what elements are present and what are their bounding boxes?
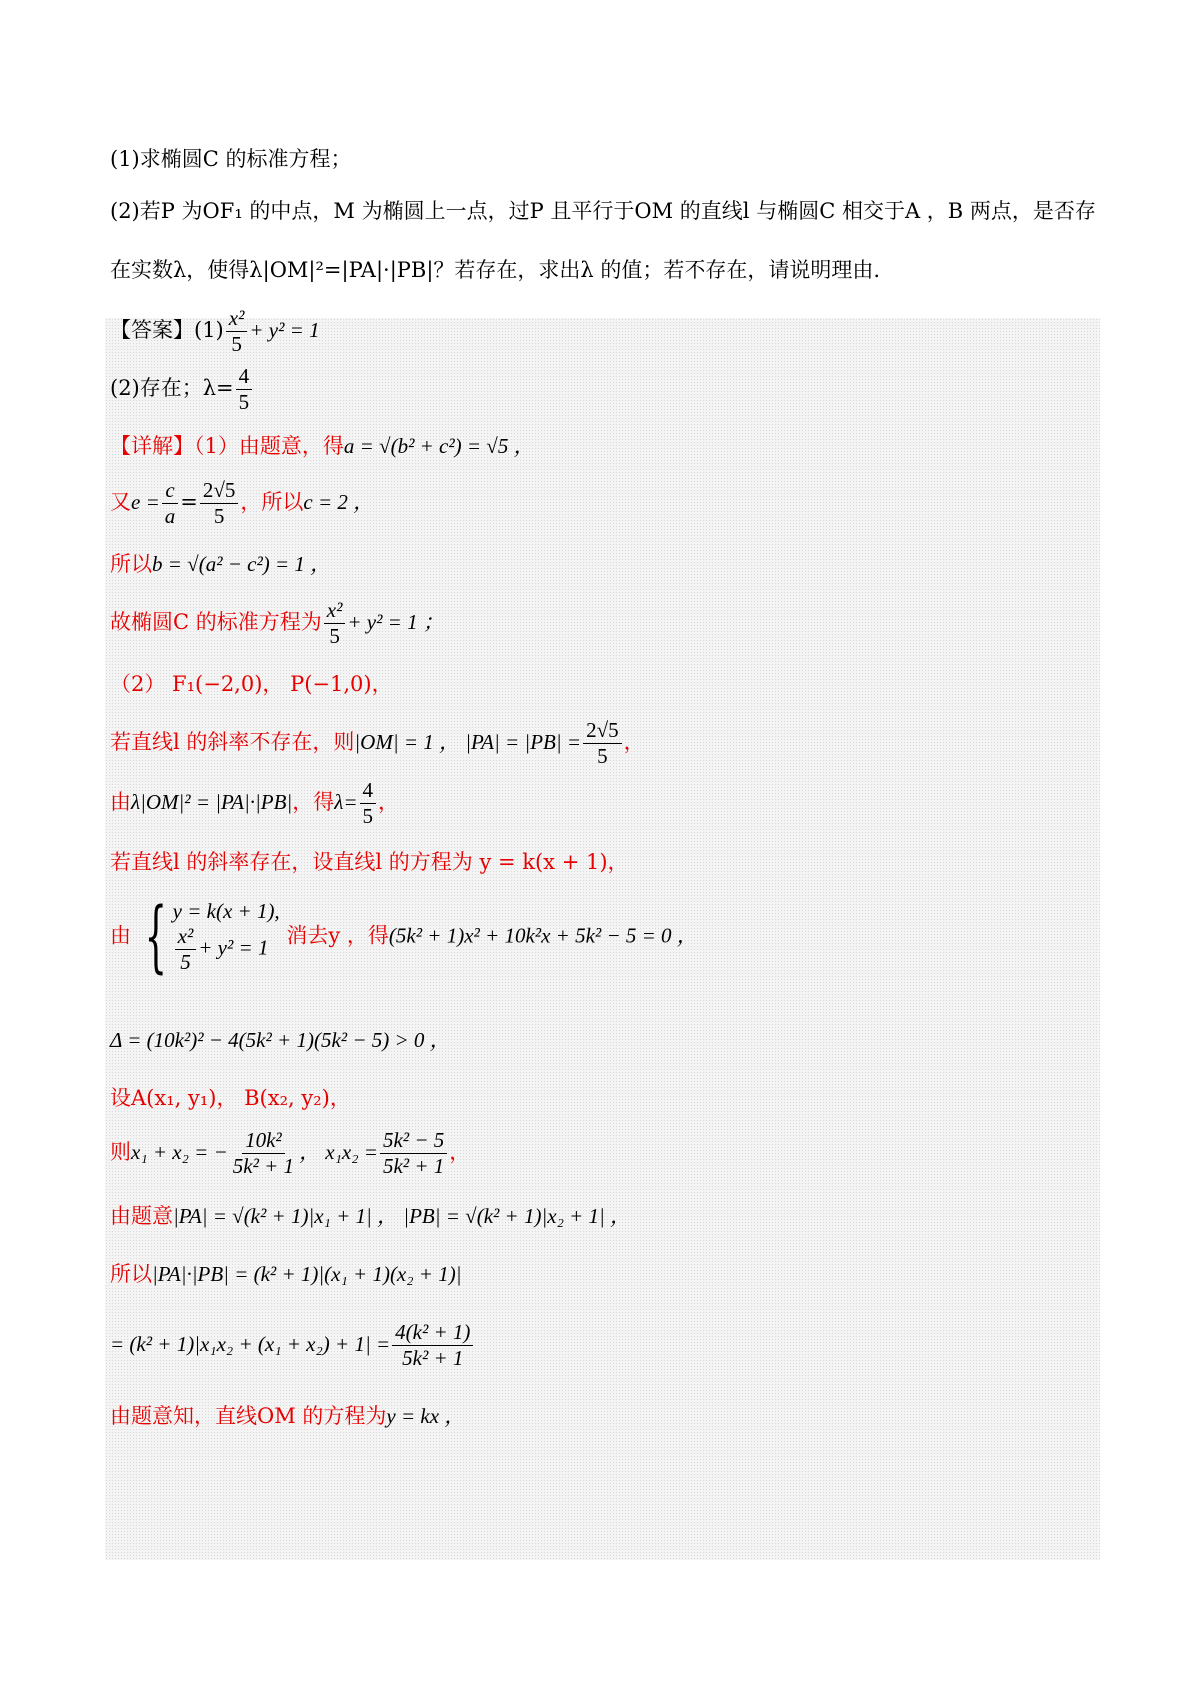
sol-l7-frac [360,778,377,829]
sol-l12-d2: 5k² + 1 [382,1154,445,1179]
sol-l14-a: 所以 [110,1262,152,1286]
solution-line5: （2） F₁(−2,0)， P(−1,0)， [110,672,393,696]
system-lines [173,899,280,975]
solution-line6 [110,718,645,769]
sol-l7-eq: λ|OM|² = |PA|·|PB| [131,790,293,815]
sol-l15-num: 4(k² + 1) [392,1320,473,1346]
sol-l7-den: 5 [362,804,373,829]
answer2-prefix: (2)存在；λ= [110,376,234,401]
answer2-fraction [236,364,253,415]
sol-l7-b: ，得 [292,790,335,815]
answer-label: 【答案】 [110,318,194,343]
sol-l4-num: x² [324,598,346,624]
sol-l12-eq2: ， x₁x₂ = [299,1140,378,1165]
solution-line3 [110,548,331,578]
solution-line7 [110,778,399,829]
solution-line10: Δ = (10k²)² − 4(5k² + 1)(5k² − 5) > 0 ， [110,1028,451,1052]
answer2-num: 4 [236,364,253,390]
sol-l2-f2-num: 2√5 [200,478,239,504]
sol-l14-eq: |PA|·|PB| = (k² + 1)|(x₁ + 1)(x₂ + 1)| [152,1262,462,1286]
sol-l2-f1-den: a [164,504,176,529]
sol-l12-d1: 5k² + 1 [232,1154,295,1179]
answer2-den: 5 [238,390,250,415]
sol-l2-frac1 [162,478,179,529]
question-part2-line1: (2)若P 为OF₁ 的中点，M 为椭圆上一点，过P 且平行于OM 的直线l 与椭圆C 相交于A ，B 两点，是否存 [110,199,1096,223]
answer-line1 [110,306,320,357]
solution-line9 [110,892,698,982]
sol-l9-a: 由 [110,923,131,948]
equation-system [131,892,280,982]
sol-l7-num: 4 [360,778,377,804]
sol-l9-eq: (5k² + 1)x² + 10k²x + 5k² − 5 = 0 ， [388,923,698,948]
sol-l2-eq2: c = 2 ， [303,490,375,515]
sol-l12-n1: 10k² [242,1128,285,1154]
solution-l1-eq: a = √(b² + c²) = √5 ， [343,434,535,458]
sol-l15-den: 5k² + 1 [402,1346,464,1371]
answer1-num: x² [226,306,248,332]
sol-l2-b: ，所以 [240,490,304,515]
question-part1: (1)求椭圆C 的标准方程； [110,147,352,171]
answer1-rest: + y² = 1 [249,318,320,343]
answer-line2 [110,364,254,415]
sol-l12-frac2 [380,1128,447,1179]
sol-l7-eq2: λ= [334,790,358,815]
solution-line12 [110,1128,470,1179]
solution-line13 [110,1200,631,1230]
sol-l7-a: 由 [110,790,131,815]
solution-line16 [110,1400,465,1430]
sol-l13-eq: |PA| = √(k² + 1)|x₁ + 1| ， |PB| = √(k² + 1)|x₂ + 1| ， [173,1204,632,1228]
sol-l7-end: ， [378,790,399,815]
solution-line2: 又e = $\frac{c}{a}$ = $\frac{2√5}{5}$ ，所以c = 2 ， [110,478,375,529]
question-part2-line2: 在实数λ，使得λ|OM|²=|PA|·|PB|？若存在，求出λ 的值；若不存在，请说明理由. [110,258,881,282]
system-eq2-frac [175,924,197,975]
sol-l6-frac [583,718,622,769]
system-eq2-den: 5 [180,950,191,974]
sol-l2-eq-left: e = [131,490,160,515]
sol-l4-frac [324,598,346,649]
sol-l6-eq1: |OM| = 1 ， |PA| = |PB| = [354,730,582,755]
sol-l12-a: 则 [110,1140,131,1165]
sol-l12-frac1 [230,1128,297,1179]
solution-line14 [110,1258,462,1288]
sol-l2-a: 又 [110,490,131,515]
sol-l15-frac [392,1320,473,1371]
answer1-den: 5 [231,332,242,357]
solution-label: 【详解】（1）由题意，得 [110,434,344,458]
sol-l3-a: 所以 [110,552,152,576]
sol-l12-eq1: x₁ + x₂ = − [131,1140,228,1165]
left-brace-icon: { [144,892,167,982]
solution-line8: 若直线l 的斜率存在，设直线l 的方程为 y = k(x + 1)， [110,850,629,874]
sol-l16-a: 由题意知，直线OM 的方程为 [110,1404,387,1428]
sol-l13-a: 由题意 [110,1204,173,1228]
sol-l3-eq: b = √(a² − c²) = 1 ， [152,552,332,576]
sol-l6-den: 5 [597,744,608,769]
sol-l4-den: 5 [329,624,340,649]
sol-l15-eq: = (k² + 1)|x₁x₂ + (x₁ + x₂) + 1| = [110,1332,391,1357]
sol-l6-a: 若直线l 的斜率不存在，则 [110,730,355,755]
sol-l2-f1-num: c [162,478,177,504]
solution-line1 [110,430,535,460]
sol-l4-rest: + y² = 1 ； [347,610,444,635]
system-eq2 [173,924,280,975]
sol-l6-num: 2√5 [583,718,622,744]
solution-line4 [110,598,444,649]
solution-line15 [110,1320,475,1371]
system-eq1: y = k(x + 1), [172,898,280,923]
solution-line11: 设A(x₁, y₁)， B(x₂, y₂)， [110,1086,351,1110]
sol-l2-f2-den: 5 [213,504,225,529]
sol-l16-eq: y = kx ， [386,1404,466,1428]
answer1-fraction [226,306,248,357]
sol-l4-a: 故椭圆C 的标准方程为 [110,610,322,635]
sol-l2-frac2 [200,478,239,529]
sol-l12-n2: 5k² − 5 [380,1128,447,1154]
system-eq2-rest: + y² = 1 [198,935,269,960]
sol-l12-end: ， [449,1140,471,1165]
sol-l6-end: ， [623,730,645,755]
answer1-prefix: (1) [194,318,224,343]
sol-l9-b: 消去y ，得 [286,923,389,948]
system-eq2-num: x² [175,924,197,950]
